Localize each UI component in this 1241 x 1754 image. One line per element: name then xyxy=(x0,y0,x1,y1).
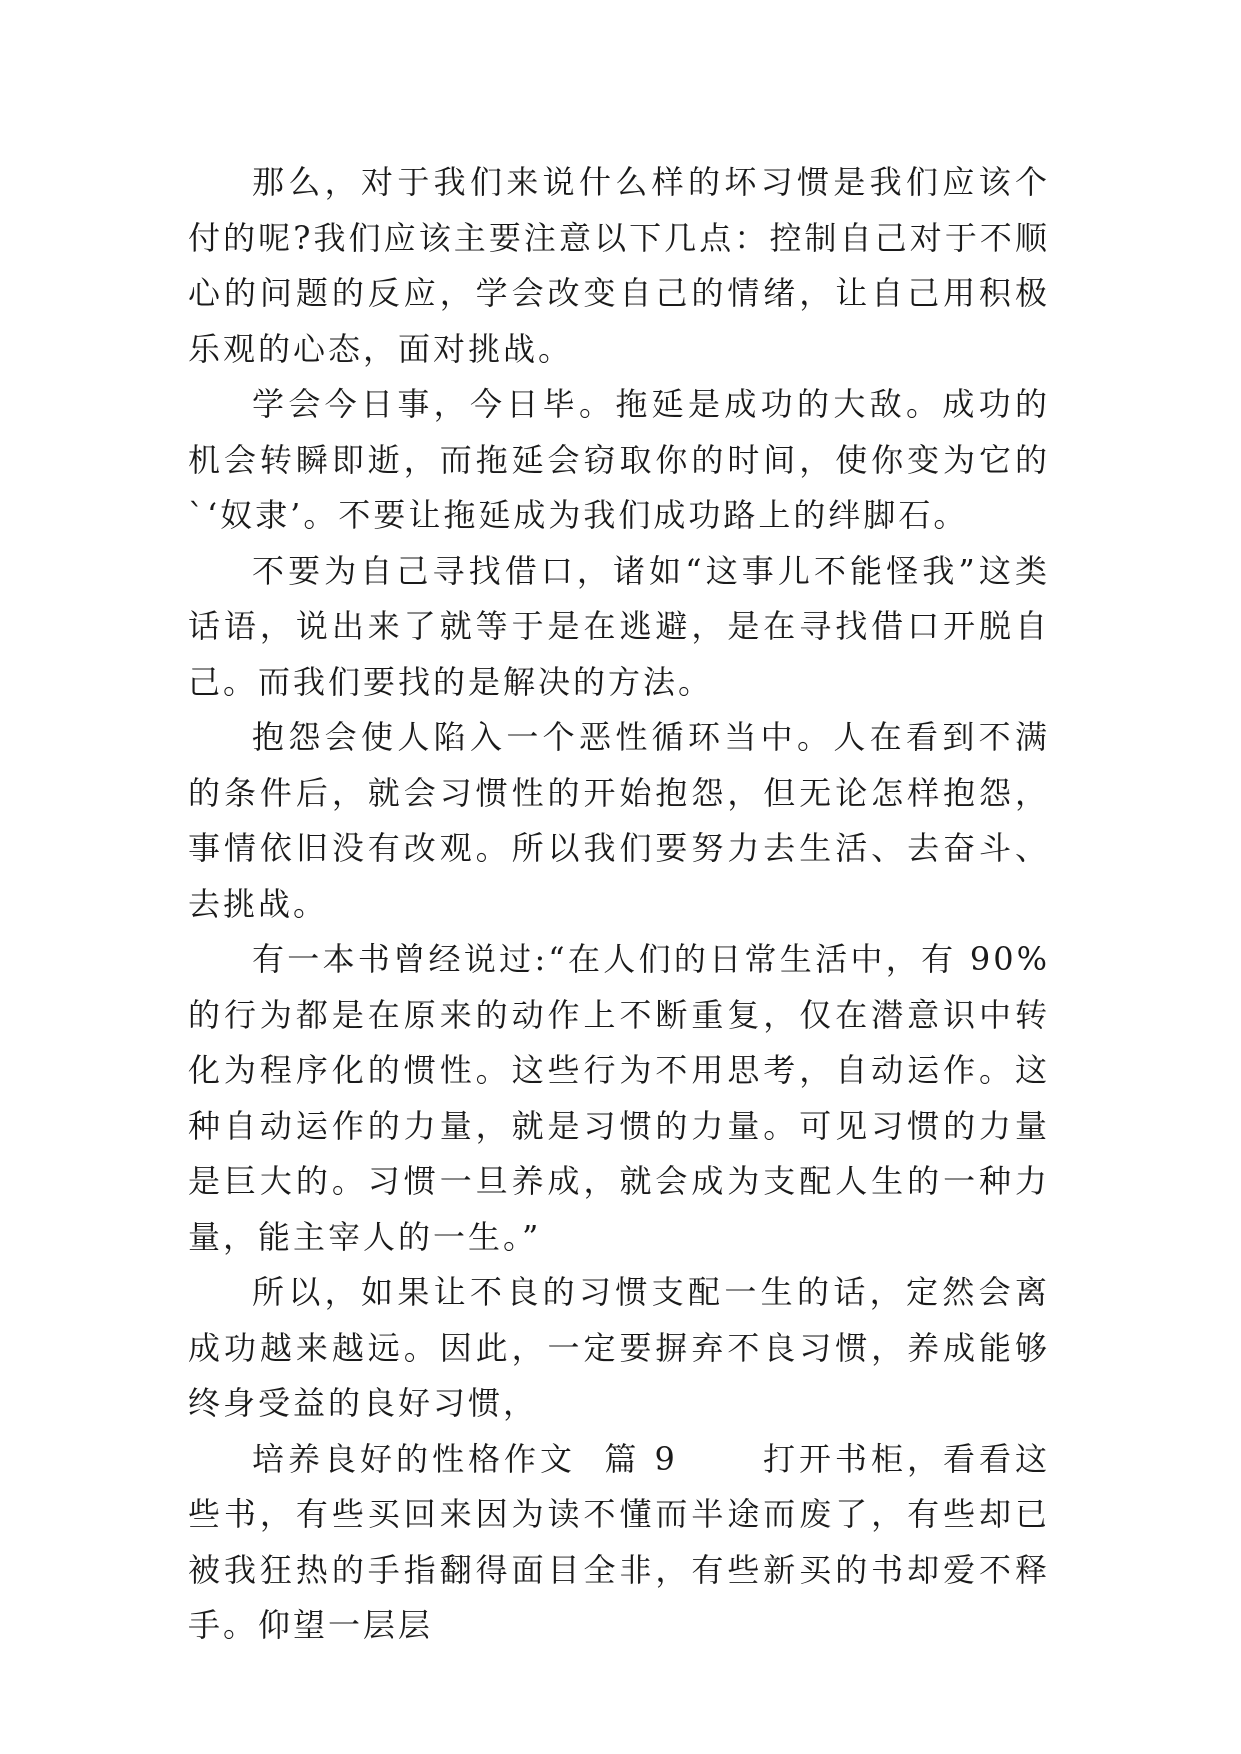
paragraph: 所以，如果让不良的习惯支配一生的话，定然会离成功越来越远。因此，一定要摒弃不良习惯，养成能够终身受益的良好习惯， xyxy=(188,1273,1050,1422)
paragraph: 不要为自己寻找借口，诸如“这事儿不能怪我”这类话语，说出来了就等于是在逃避，是在寻找借口开脱自己。而我们要找的是解决的方法。 xyxy=(188,551,1050,701)
paragraph: 学会今日事，今日毕。拖延是成功的大敌。成功的机会转瞬即逝，而拖延会窃取你的时间，使你变为它的`‘奴隶’。不要让拖延成为我们成功路上的绊脚石。 xyxy=(188,385,1050,534)
paragraph-section-heading: 培养良好的性格作文 篇 9 打开书柜，看看这些书，有些买回来因为读不懂而半途而废了，有些却已被我狂热的手指翻得面目全非，有些新买的书却爱不释手。仰望一层层 xyxy=(188,1439,1050,1644)
paragraph: 抱怨会使人陷入一个恶性循环当中。人在看到不满的条件后，就会习惯性的开始抱怨，但无论怎样抱怨，事情依旧没有改观。所以我们要努力去生活、去奋斗、去挑战。 xyxy=(188,718,1050,923)
paragraph: 有一本书曾经说过:“在人们的日常生活中，有 90%的行为都是在原来的动作上不断重复，仅在潜意识中转化为程序化的惯性。这些行为不用思考，自动运作。这种自动运作的力量，就是习惯的力量。可见习惯的力量是巨大的。习惯一旦养成，就会成为支配人生的一种力量，能主宰人的一生。” xyxy=(188,940,1050,1256)
document-body xyxy=(188,155,1050,1654)
paragraph: 那么，对于我们来说什么样的坏习惯是我们应该个付的呢?我们应该主要注意以下几点：控制自己对于不顺心的问题的反应，学会改变自己的情绪，让自己用积极乐观的心态，面对挑战。 xyxy=(188,163,1050,368)
